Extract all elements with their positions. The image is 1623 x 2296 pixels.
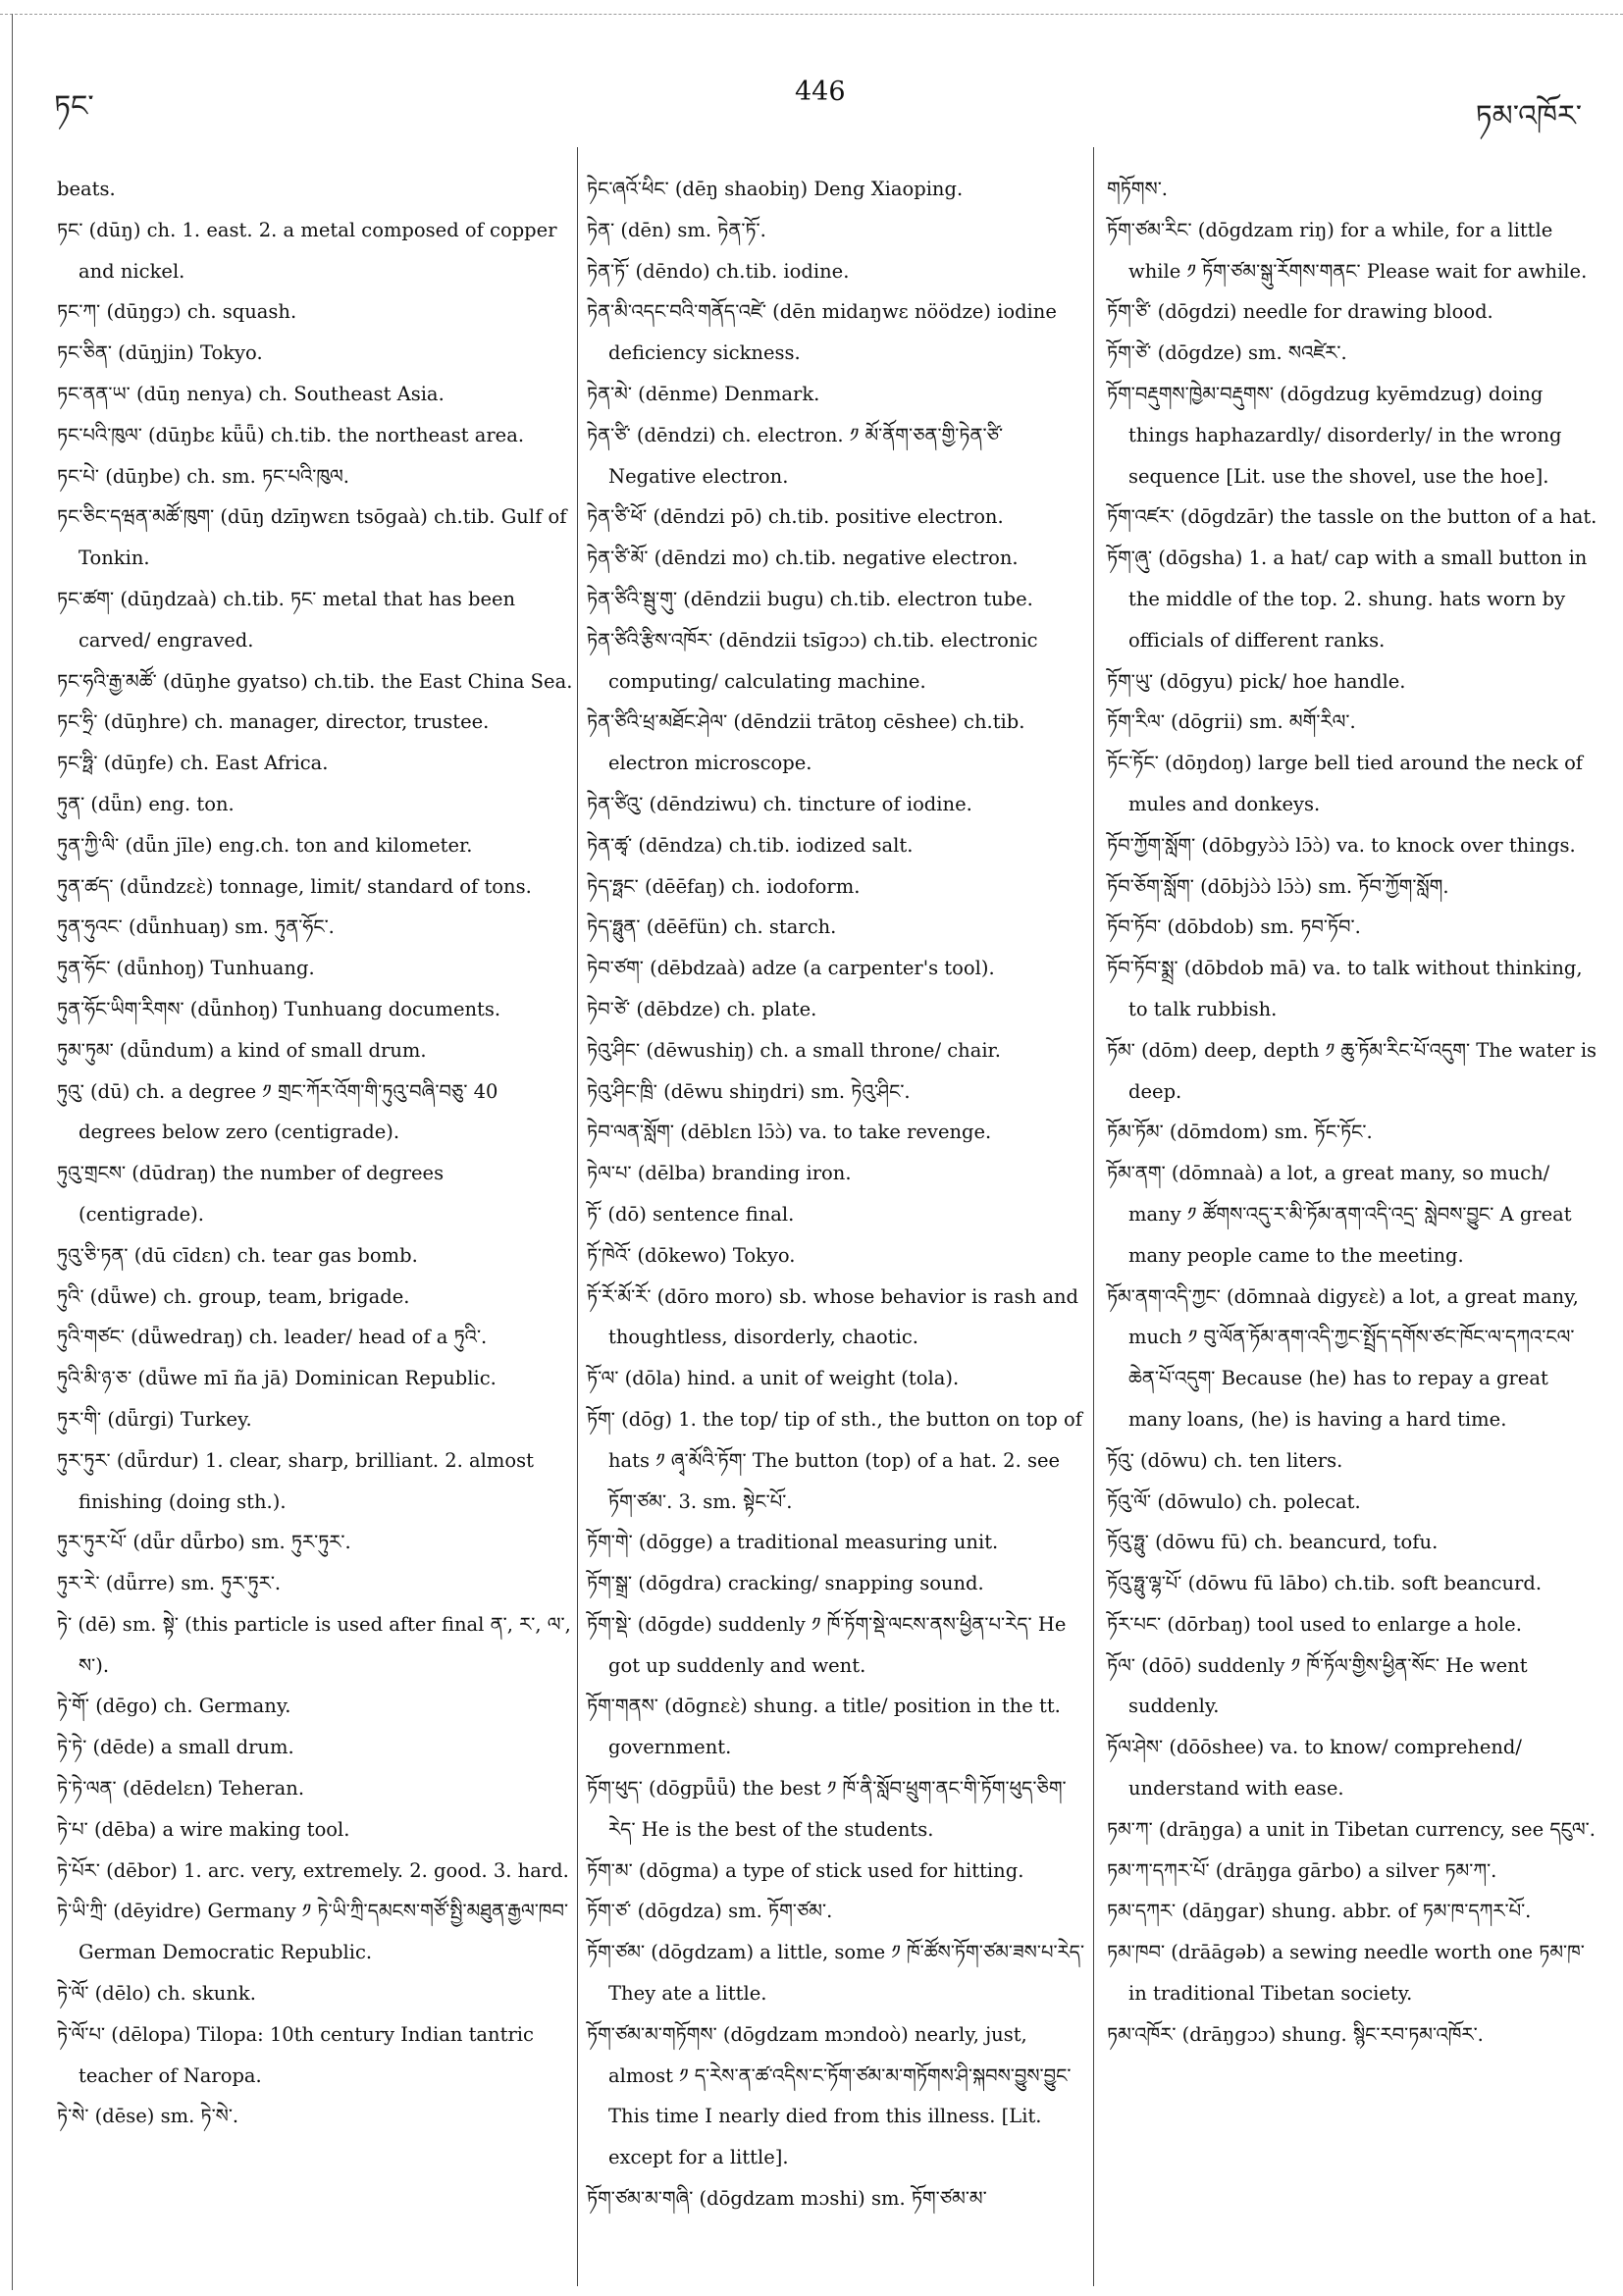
dictionary-entry: ཏམ་ཀ་ (drāŋga) a unit in Tibetan currency, see དངུལ་. xyxy=(1107,1817,1596,1841)
dictionary-entry: ཏང་ཧའི་རྒྱ་མཚོ་ (dūŋhe gyatso) ch.tib. the East China Sea. xyxy=(57,669,573,693)
dictionary-entry: ཏེན་ཙིའི་ཕྲ་མཐོང་ཤེལ་ (dēndzii trātoŋ cēshee) ch.tib. electron microscope. xyxy=(587,710,1025,775)
right-guide-word: ཏམ་འཁོར་ xyxy=(1475,99,1582,133)
dictionary-entry: ཏོ་ཁེའོ་ (dōkewo) Tokyo. xyxy=(587,1243,796,1267)
dictionary-entry: ཏུའུ་ (dū) ch. a degree ༡ གྲང་ཀོར་འོག་གི་ཏུའུ་བཞི་བཅུ་ 40 degrees below zero (centigrade). xyxy=(57,1079,498,1144)
dictionary-entry: ཏང་ཀ་ (dūŋgɔ) ch. squash. xyxy=(57,300,297,324)
dictionary-entry: ཏོའུ་ཧྥུ་ (dōwu fū) ch. beancurd, tofu. xyxy=(1107,1531,1439,1554)
dictionary-entry: ཏམ་ཀ་དཀར་པོ་ (drāŋga gārbo) a silver ཏམ་ཀ་. xyxy=(1107,1858,1497,1882)
dictionary-entry: ཏུན་ (dǖn) eng. ton. xyxy=(57,792,235,815)
dictionary-entry: ཏོབ་ཏོབ་ (dōbdob) sm. ཏབ་ཏོབ་. xyxy=(1107,915,1361,939)
dictionary-entry: ཏོག་ཙི་ (dōgdzi) needle for drawing blood. xyxy=(1107,300,1493,324)
dictionary-entry: ཏོབ་ཏོབ་སྨྲ་ (dōbdob mā) va. to talk without thinking, to talk rubbish. xyxy=(1107,957,1583,1020)
dictionary-entry: ཏེ་ཡི་ཀྲི་ (dēyidre) Germany ༡ ཏེ་ཡི་ཀྲི་དམངས་གཙོ་སྤྱི་མཐུན་རྒྱལ་ཁབ་ German Democratic Republic. xyxy=(57,1900,569,1964)
dictionary-entry: ཏེད་ཧྥུན་ (dēēfün) ch. starch. xyxy=(587,915,837,939)
dictionary-entry: ཏུན་ཧུའང་ (dǖnhuaŋ) sm. ཏུན་ཧོང་. xyxy=(57,915,335,939)
dictionary-entry: ཏེ་པོར་ (dēbor) 1. arc. very, extremely. 2. good. 3. hard. xyxy=(57,1858,569,1882)
dictionary-entry: ཏུན་ཧོང་ (dǖnhoŋ) Tunhuang. xyxy=(57,957,315,980)
dictionary-entry: ཏོམ་ཏོམ་ (dōmdom) sm. ཏོང་ཏོང་. xyxy=(1107,1121,1373,1144)
dictionary-entry: ཏུར་ཏུར་ (dǖrdur) 1. clear, sharp, brilliant. 2. almost finishing (doing sth.). xyxy=(57,1448,534,1513)
dictionary-entry: ཏོལ་ཤེས་ (dōōshee) va. to know/ comprehend/ understand with ease. xyxy=(1107,1736,1522,1800)
dictionary-entry: ཏུན་ཀྱི་ལི་ (dǖn jīle) eng.ch. ton and kilometer. xyxy=(57,833,473,857)
dictionary-entry: ཏོག་ཕུད་ (dōgpǖǖ) the best ༡ ཁོ་ནི་སློབ་ཕྲུག་ནང་གི་ཏོག་ཕུད་ཅིག་རེད་ He is the best of the students. xyxy=(587,1777,1067,1841)
dictionary-entry: ཏེབ་ཙེ་ (dēbdze) ch. plate. xyxy=(587,997,817,1020)
dictionary-entry: ཏེན་ཙི་ཕོ་ (dēndzi pō) ch.tib. positive electron. xyxy=(587,505,1004,529)
dictionary-entry: ཏུན་ཧོང་ཡིག་རིགས་ (dǖnhoŋ) Tunhuang documents. xyxy=(57,997,501,1020)
dictionary-entry: ཏང་ཅིན་ (dūŋjin) Tokyo. xyxy=(57,341,263,365)
dictionary-entry: ཏོམ་ནག་འདི་ཀྱང་ (dōmnaà digyɛɛ̀) a lot, a great many, much ༡ བུ་ལོན་ཏོམ་ནག་འདི་ཀྱང་སྤྲོད་དགོས་ཙང་ཁོང་ལ་དཀའ་ངལ་ཆེན་པོ་འདུག་ Because (he) has to repay a great many loans, (he) is having a hard time. xyxy=(1107,1284,1579,1431)
dictionary-entry: ཏམ་དཀར་ (dāŋgar) shung. abbr. of ཏམ་ཁ་དཀར་པོ་. xyxy=(1107,1900,1532,1923)
column-divider xyxy=(577,147,578,2286)
top-border xyxy=(0,14,1623,15)
dictionary-entry: ཏོབ་ཀྱོག་སློག་ (dōbgyɔ̀ɔ̀ lɔ̄ɔ̀) va. to knock over things. xyxy=(1107,833,1576,857)
dictionary-entry: ཏེན་མེ་ (dēnme) Denmark. xyxy=(587,382,820,405)
dictionary-entry: ཏུར་རེ་ (dǖrre) sm. ཏུར་ཏུར་. xyxy=(57,1572,282,1595)
left-guide-word: ཏང་ xyxy=(54,89,94,124)
dictionary-entry: ཏེ་ལོ་པ་ (dēlopa) Tilopa: 10th century Indian tantric teacher of Naropa. xyxy=(57,2022,534,2087)
dictionary-entry: ཏེ་ (dē) sm. སྟེ་ (this particle is used after final ན་, ར་, ལ་, ས་). xyxy=(57,1612,571,1677)
dictionary-entry: ཏེ་ལོ་ (dēlo) ch. skunk. xyxy=(57,1982,256,2006)
dictionary-entry: ཏེ་པ་ (dēba) a wire making tool. xyxy=(57,1817,350,1841)
dictionary-entry: ཏེལ་པ་ (dēlba) branding iron. xyxy=(587,1162,852,1185)
dictionary-entry: ཏོལ་ (dōō) suddenly ༡ ཁོ་ཏོལ་གྱིས་ཕྱིན་སོང་ He went suddenly. xyxy=(1107,1653,1528,1718)
dictionary-entry: ཏོག་ཙེ་ (dōgdze) sm. སའཛེར་. xyxy=(1107,341,1347,365)
dictionary-entry: ཏམ་ཁབ་ (drāāgəb) a sewing needle worth one ཏམ་ཁ་ in traditional Tibetan society. xyxy=(1107,1941,1585,2006)
dictionary-entry: ཏེན་ཙི་མོ་ (dēndzi mo) ch.tib. negative electron. xyxy=(587,547,1019,570)
dictionary-entry: ཏོ་རོ་མོ་རོ་ (dōro moro) sb. whose behavior is rash and thoughtless, disorderly, chaotic. xyxy=(587,1284,1078,1349)
left-border xyxy=(12,14,13,2290)
dictionary-entry: ཏུམ་ཏུམ་ (dǖndum) a kind of small drum. xyxy=(57,1038,427,1062)
dictionary-entry: ཏོག་འཛར་ (dōgdzār) the tassle on the button of a hat. xyxy=(1107,505,1597,529)
column-divider xyxy=(1093,147,1094,2286)
dictionary-entry: ཏང་ཚག་ (dūŋdzaà) ch.tib. ཏང་ metal that has been carved/ engraved. xyxy=(57,587,516,652)
dictionary-entry: ཏུན་ཚད་ (dǖndzɛɛ̀) tonnage, limit/ standard of tons. xyxy=(57,874,532,898)
dictionary-entry: ཏོའུ་ (dōwu) ch. ten liters. xyxy=(1107,1448,1343,1472)
dictionary-entry: ཏེབ་ལན་སློག་ (dēblɛn lɔ̄ɔ̀) va. to take revenge. xyxy=(587,1121,992,1144)
dictionary-entry: ཏེང་ཞའོ་ཕིང་ (dēŋ shaobiŋ) Deng Xiaoping. xyxy=(587,178,964,200)
dictionary-entry: ཏེན་ཙིའི་སྦུ་གུ་ (dēndzii bugu) ch.tib. electron tube. xyxy=(587,587,1033,610)
dictionary-entry: ཏེན་ཙི་ (dēndzi) ch. electron. ༡ མོ་ནོག་ཅན་གྱི་ཏེན་ཙི་ Negative electron. xyxy=(587,423,1004,488)
dictionary-entry: ཏོའུ་ཧྥུ་ལྷ་པོ་ (dōwu fū lābo) ch.tib. soft beancurd. xyxy=(1107,1572,1543,1595)
dictionary-entry: ཏོམ་ (dōm) deep, depth ༡ ཆུ་ཏོམ་རིང་པོ་འདུག་ The water is deep. xyxy=(1107,1038,1597,1103)
dictionary-entry: ཏུར་གི་ (dǖrgi) Turkey. xyxy=(57,1407,252,1431)
dictionary-entry: ཏང་པའི་ཁུལ་ (dūŋbɛ kǖǖ) ch.tib. the northeast area. xyxy=(57,423,525,446)
page-number: 446 xyxy=(795,77,846,107)
dictionary-entry: ཏུའུ་གྲངས་ (dūdraŋ) the number of degrees (centigrade). xyxy=(57,1162,445,1226)
dictionary-entry: ཏུའུ་ཅི་ཏན་ (dū cīdɛn) ch. tear gas bomb. xyxy=(57,1243,418,1267)
dictionary-entry: ཏོ་ལ་ (dōla) hind. a unit of weight (tola). xyxy=(587,1367,960,1390)
dictionary-entry: ཏོར་པང་ (dōrbaŋ) tool used to enlarge a hole. xyxy=(1107,1612,1522,1636)
column-right xyxy=(1107,169,1597,2056)
dictionary-entry: ཏུའི་མི་ཉ་ཅ་ (dǖwe mī ña jā) Dominican Republic. xyxy=(57,1367,497,1390)
dictionary-entry: ཏང་ཅིང་དཝན་མཚོ་ཁུག་ (dūŋ dzīŋwɛn tsōgaà) ch.tib. Gulf of Tonkin. xyxy=(57,505,567,570)
dictionary-entry: ཏོམ་ནག་ (dōmnaà) a lot, a great many, so much/ many ༡ ཚོགས་འདུ་ར་མི་ཏོམ་ནག་འདི་འདྲ་ སླེབས་བྱུང་ A great many people came to the meeting. xyxy=(1107,1162,1572,1267)
dictionary-entry: ཏང་པེ་ (dūŋbe) ch. sm. ཏང་པའི་ཁུལ. xyxy=(57,464,349,488)
dictionary-entry: ཏོང་ཏོང་ (dōŋdoŋ) large bell tied around the neck of mules and donkeys. xyxy=(1107,752,1584,815)
dictionary-entry: ཏོག་ཡུ་ (dōgyu) pick/ hoe handle. xyxy=(1107,669,1406,693)
dictionary-entry: ཏོག་ (dōg) 1. the top/ tip of sth., the button on top of hats ༡ ཞྭ་མོའི་ཏོག་ The button (top) of a hat. 2. see ཏོག་ཙམ་. 3. sm. སྟེང་པོ་. xyxy=(587,1407,1082,1513)
dictionary-entry: ཏེ་སེ་ (dēse) sm. ཏེ་སེ་. xyxy=(57,2105,239,2128)
dictionary-entry: ཏེའུ་ཤིང་ཁྲི་ (dēwu shiŋdri) sm. ཏེའུ་ཤིང་. xyxy=(587,1079,911,1103)
dictionary-entry: ཏོག་སྒྲ་ (dōgdra) cracking/ snapping sound. xyxy=(587,1572,984,1595)
dictionary-entry: ཏོག་མ་ (dōgma) a type of stick used for hitting. xyxy=(587,1858,1024,1882)
column-middle xyxy=(587,169,1087,2219)
dictionary-entry: ཏང་ཧྲི་ (dūŋhre) ch. manager, director, trustee. xyxy=(57,710,490,734)
dictionary-entry: ཏོག་ཙམ་མ་གཞི་ (dōgdzam mɔshi) sm. ཏོག་ཙམ་མ་ xyxy=(587,2187,987,2211)
dictionary-entry: ཏོག་ཙམ་རིང་ (dōgdzam riŋ) for a while, for a little while ༡ ཏོག་ཙམ་སྒུ་རོགས་གནང་ Please wait for awhile. xyxy=(1107,218,1588,283)
dictionary-entry: ཏོག་སྡེ་ (dōgde) suddenly ༡ ཁོ་ཏོག་སྡེ་ལངས་ནས་ཕྱིན་པ་རེད་ He got up suddenly and went. xyxy=(587,1612,1067,1677)
dictionary-entry: ཏང་ནན་ཡ་ (dūŋ nenya) ch. Southeast Asia. xyxy=(57,382,445,405)
dictionary-entry: ཏོག་བརྡུགས་ཁྱེམ་བརྡུགས་ (dōgdzug kyēmdzug) doing things haphazardly/ disorderly/ in the wrong sequence [Lit. use the shovel, use the hoe]. xyxy=(1107,382,1562,488)
dictionary-entry: ཏུའི་གཙང་ (dǖwedraŋ) ch. leader/ head of a ཏུའི་. xyxy=(57,1326,488,1349)
dictionary-entry: ཏེན་ (dēn) sm. ཏེན་ཏོ་. xyxy=(587,218,766,241)
dictionary-entry: ཏུའི་ (dǖwe) ch. group, team, brigade. xyxy=(57,1284,410,1308)
dictionary-entry: ཏེན་ཙིའུ་ (dēndziwu) ch. tincture of iodine. xyxy=(587,792,972,815)
dictionary-entry: ཏོག་རིལ་ (dōgrii) sm. མགོ་རིལ་. xyxy=(1107,710,1356,734)
dictionary-entry: ཏེན་ཙིའི་རྩིས་འཁོར་ (dēndzii tsīgɔɔ) ch.tib. electronic computing/ calculating machine. xyxy=(587,628,1038,693)
dictionary-entry: ཏོག་ཞུ་ (dōgsha) 1. a hat/ cap with a small button in the middle of the top. 2. shung. hats worn by officials of different ranks. xyxy=(1107,547,1588,652)
dictionary-entry: beats. xyxy=(57,178,116,200)
dictionary-entry: གཏོགས་. xyxy=(1107,178,1168,200)
dictionary-entry: ཏོག་གེ་ (dōgge) a traditional measuring unit. xyxy=(587,1531,999,1554)
dictionary-entry: ཏོའུ་ལོ་ (dōwulo) ch. polecat. xyxy=(1107,1489,1361,1513)
dictionary-entry: ཏོབ་ཅོག་སློག་ (dōbjɔ̀ɔ̀ lɔ̄ɔ̀) sm. ཏོབ་ཀྱོག་སློག. xyxy=(1107,874,1449,898)
dictionary-entry: ཏང་ཧྥི་ (dūŋfe) ch. East Africa. xyxy=(57,752,329,775)
dictionary-entry: ཏོག་ཙམ་མ་གཏོགས་ (dōgdzam mɔndoò) nearly, just, almost ༡ ད་རེས་ན་ཚ་འདིས་ང་ཏོག་ཙམ་མ་གཏོགས་ཤི་སྐབས་བྱུས་བྱུང་ This time I nearly died from this illness. [Lit. except for a little]. xyxy=(587,2022,1072,2169)
dictionary-entry: ཏོག་ཙ་ (dōgdza) sm. ཏོག་ཙམ་. xyxy=(587,1900,833,1923)
dictionary-entry: ཏོ་ (dō) sentence final. xyxy=(587,1202,795,1226)
dictionary-entry: ཏམ་འཁོར་ (drāŋgɔɔ) shung. སྙིང་རབ་ཏམ་འཁོར་. xyxy=(1107,2022,1484,2046)
dictionary-entry: ཏེ་ཏེ་ (dēde) a small drum. xyxy=(57,1736,294,1759)
dictionary-entry: ཏང་ (dūŋ) ch. 1. east. 2. a metal composed of copper and nickel. xyxy=(57,218,557,283)
dictionary-entry: ཏོག་གནས་ (dōgnɛɛ̀) shung. a title/ position in the tt. government. xyxy=(587,1695,1061,1759)
dictionary-entry: ཏེན་མི་འདང་བའི་གནོད་འཛེ་ (dēn midaŋwɛ nöödze) iodine deficiency sickness. xyxy=(587,300,1057,365)
dictionary-entry: ཏུར་ཏུར་པོ་ (dǖr dǖrbo) sm. ཏུར་ཏུར་. xyxy=(57,1531,351,1554)
column-left xyxy=(57,169,575,2137)
dictionary-entry: ཏེན་ཏོ་ (dēndo) ch.tib. iodine. xyxy=(587,259,850,283)
dictionary-entry: ཏོག་ཙམ་ (dōgdzam) a little, some ༡ ཁོ་ཚོས་ཏོག་ཙམ་ཟས་པ་རེད་ They ate a little. xyxy=(587,1941,1085,2006)
dictionary-entry: ཏེད་ཧྥང་ (dēēfaŋ) ch. iodoform. xyxy=(587,874,861,898)
dictionary-entry: ཏེབ་ཙག་ (dēbdzaà) adze (a carpenter's tool). xyxy=(587,957,995,980)
dictionary-entry: ཏེ་གོ་ (dēgo) ch. Germany. xyxy=(57,1695,291,1718)
dictionary-entry: ཏེ་ཏེ་ལན་ (dēdelɛn) Teheran. xyxy=(57,1777,305,1800)
dictionary-entry: ཏེའུ་ཤིང་ (dēwushiŋ) ch. a small throne/ chair. xyxy=(587,1038,1001,1062)
dictionary-entry: ཏེན་ཚྭ་ (dēndza) ch.tib. iodized salt. xyxy=(587,833,914,857)
